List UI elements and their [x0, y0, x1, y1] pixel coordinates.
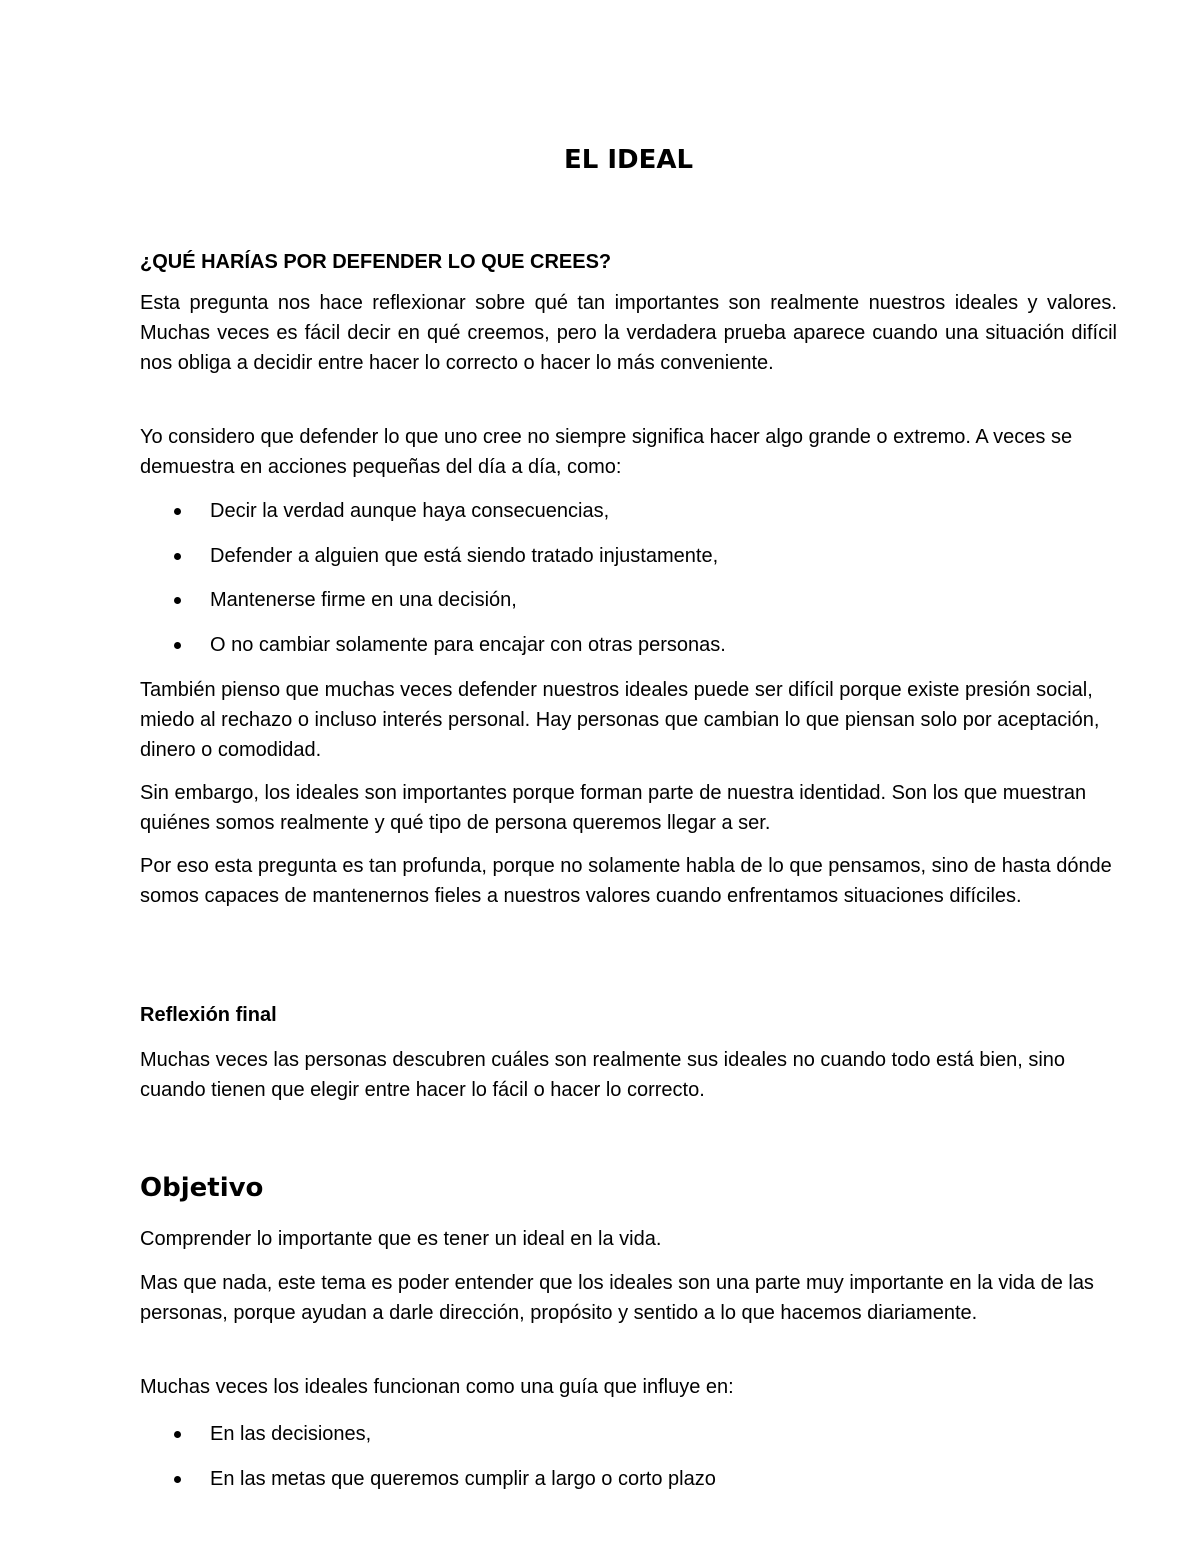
bullet-icon: [174, 508, 181, 515]
bullet-icon: [174, 597, 181, 604]
bullet-icon: [174, 553, 181, 560]
depth-paragraph: Por eso esta pregunta es tan profunda, porque no solamente habla de lo que pensamos, sino de hasta dónde somos capaces de mantenernos fieles a nuestros valores cuando enfrentamos situaciones difíciles.: [140, 855, 1112, 907]
list-item: [140, 1419, 1117, 1464]
influences-list: [140, 1419, 1117, 1508]
question-heading: ¿QUÉ HARÍAS POR DEFENDER LO QUE CREES?: [140, 251, 612, 273]
list-item-text: Mantenerse firme en una decisión,: [210, 589, 517, 611]
identity-paragraph: Sin embargo, los ideales son importantes porque forman parte de nuestra identidad. Son los que muestran quiénes somos realmente y qué tipo de persona queremos llegar a ser.: [140, 782, 1087, 834]
objective-paragraph: Comprender lo importante que es tener un ideal en la vida.: [140, 1228, 662, 1250]
list-item: [140, 496, 1117, 541]
list-item-text: O no cambiar solamente para encajar con otras personas.: [210, 633, 726, 656]
list-item-text: Decir la verdad aunque haya consecuencias,: [210, 500, 610, 522]
list-item: [140, 585, 1117, 630]
document-title: EL IDEAL: [563, 145, 694, 175]
reflection-heading: Reflexión final: [140, 1004, 277, 1026]
list-item: [140, 541, 1117, 586]
intro-paragraph: Esta pregunta nos hace reflexionar sobre qué tan importantes son realmente nuestros ideales y valores. Muchas veces es fácil decir en qué creemos, pero la verdadera prueba aparece cuando una situación difícil nos obliga a decidir entre hacer lo correcto o hacer lo más conveniente.: [140, 292, 1117, 374]
list-item-text: En las metas que queremos cumplir a largo o corto plazo: [210, 1467, 716, 1490]
objective-heading: Objetivo: [140, 1173, 264, 1203]
pressure-paragraph: También pienso que muchas veces defender nuestros ideales puede ser difícil porque existe presión social, miedo al rechazo o incluso interés personal. Hay personas que cambian lo que piensan solo por aceptación, dinero o comodidad.: [140, 679, 1100, 761]
list-item: [140, 1464, 1117, 1509]
bullet-icon: [174, 642, 181, 649]
bullet-icon: [174, 1476, 181, 1483]
purpose-paragraph: Mas que nada, este tema es poder entender que los ideales son una parte muy importante en la vida de las personas, porque ayudan a darle dirección, propósito y sentido a lo que hacemos diariamente.: [140, 1272, 1094, 1324]
opinion-paragraph: Yo considero que defender lo que uno cree no siempre significa hacer algo grande o extremo. A veces se demuestra en acciones pequeñas del día a día, como:: [140, 426, 1073, 478]
bullet-icon: [174, 1431, 181, 1438]
reflection-paragraph: Muchas veces las personas descubren cuáles son realmente sus ideales no cuando todo está bien, sino cuando tienen que elegir entre hacer lo fácil o hacer lo correcto.: [140, 1049, 1066, 1101]
examples-list: [140, 496, 1117, 674]
list-item-text: Defender a alguien que está siendo tratado injustamente,: [210, 544, 719, 567]
guide-paragraph: Muchas veces los ideales funcionan como una guía que influye en:: [140, 1376, 734, 1398]
list-item-text: En las decisiones,: [210, 1423, 372, 1445]
list-item: [140, 630, 1117, 675]
